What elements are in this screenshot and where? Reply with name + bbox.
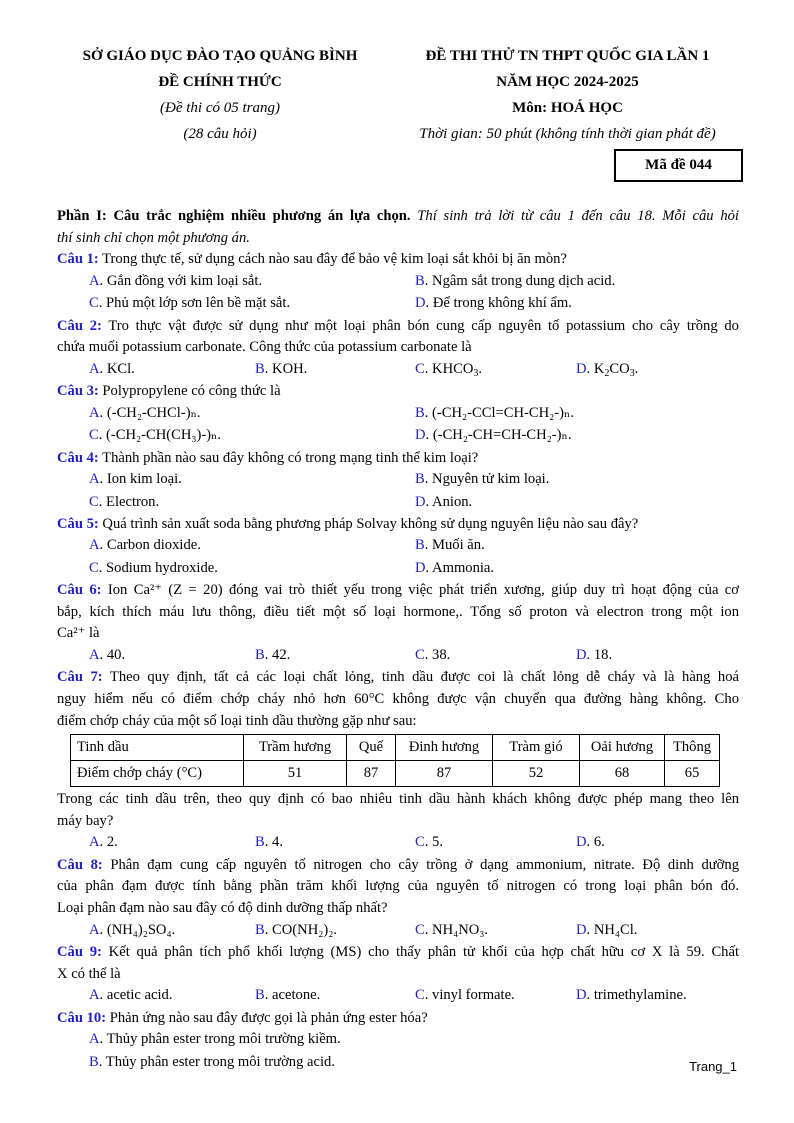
exam-code-box: Mã đề 044 — [614, 149, 743, 182]
table-cell: Trầm hương — [244, 735, 347, 761]
official-label: ĐỀ CHÍNH THỨC — [158, 74, 282, 90]
exam-title: ĐỀ THI THỬ TN THPT QUỐC GIA LẦN 1 — [425, 48, 710, 64]
question-text: Kết quả phân tích phổ khối lượng (MS) cho thấy phân tử khối của hợp chất hữu cơ X là 59. Chất — [108, 943, 739, 960]
question-10 — [57, 1008, 739, 1030]
option-c[interactable]: C. (-CH₂-CH(CH₃)-)ₙ. — [89, 427, 222, 444]
option-b[interactable]: B. Nguyên tử kim loại. — [415, 471, 550, 488]
question-text-cont: Loại phân đạm nào sau đây có độ dinh dưỡng thấp nhất? — [57, 899, 388, 916]
question-text-cont: máy bay? — [57, 812, 114, 829]
options-row — [57, 832, 739, 854]
question-text-cont: Ca²⁺ là — [57, 625, 100, 642]
school-year: NĂM HỌC 2024-2025 — [496, 74, 639, 90]
table-cell: 51 — [244, 761, 347, 787]
option-a[interactable]: A. Carbon dioxide. — [89, 537, 201, 554]
subject-line — [395, 100, 740, 117]
question-text-cont: của phân đạm được tính bằng phần trăm khối lượng của nguyên tố nitrogen có trong loại phân bón đó. — [57, 878, 739, 895]
option-d[interactable]: D. 6. — [576, 834, 605, 851]
question-number: Câu 6: — [57, 582, 102, 599]
question-1 — [57, 249, 739, 271]
option-a[interactable]: A. Thủy phân ester trong môi trường kiềm. — [89, 1031, 341, 1048]
option-a[interactable]: A. 40. — [89, 647, 126, 664]
part1-instruction: Thí sinh trả lời từ câu 1 đến câu 18. Mỗi câu hỏi — [417, 208, 739, 224]
option-b[interactable]: B. CO(NH₂)₂. — [255, 921, 337, 938]
options-row — [57, 293, 739, 315]
question-4 — [57, 448, 739, 470]
option-c[interactable]: C. Sodium hydroxide. — [89, 559, 218, 576]
question-number: Câu 2: — [57, 317, 102, 334]
table-cell: Điểm chớp cháy (°C) — [71, 761, 244, 787]
table-cell: 68 — [580, 761, 665, 787]
question-number: Câu 10: — [57, 1009, 107, 1026]
question-5 — [57, 514, 739, 536]
option-b[interactable]: B. 4. — [255, 834, 283, 851]
options-row — [57, 271, 739, 293]
option-c[interactable]: C. Phủ một lớp sơn lên bề mặt sắt. — [89, 295, 291, 312]
part1-heading — [57, 206, 739, 228]
option-b[interactable]: B. Thủy phân ester trong môi trường acid. — [89, 1053, 335, 1070]
question-number: Câu 3: — [57, 383, 99, 400]
question-text-cont: điểm chớp cháy của một số loại tinh dầu thường gặp như sau: — [57, 712, 417, 729]
part1-instruction-cont: thí sinh chỉ chọn một phương án. — [57, 229, 250, 246]
question-6 — [57, 580, 739, 602]
table-cell: 87 — [347, 761, 396, 787]
question-9 — [57, 942, 739, 964]
subject-name: HOÁ HỌC — [550, 100, 623, 116]
table-cell: Oải hương — [580, 735, 665, 761]
exam-body — [57, 206, 739, 1074]
question-text: Theo quy định, tất cả các loại chất lỏng, tinh dầu được coi là chất lỏng dễ cháy và là hàng hoá — [109, 669, 739, 686]
question-text-cont: nguy hiểm nếu có điểm chớp cháy nhỏ hơn 60°C không được vận chuyển qua đường hàng không. Cho — [57, 691, 739, 708]
option-c[interactable]: C. 5. — [415, 834, 443, 851]
part1-title: Phần I: Câu trắc nghiệm nhiều phương án lựa chọn. — [57, 208, 411, 224]
question-text: Tro thực vật được sử dụng như một loại phân bón cung cấp nguyên tố potassium cho cây trồng do — [108, 317, 739, 334]
table-header-row — [71, 735, 720, 761]
option-b[interactable]: B. Muối ăn. — [415, 537, 485, 554]
question-count: (28 câu hỏi) — [183, 126, 257, 142]
option-b[interactable]: B. KOH. — [255, 360, 308, 377]
question-text: Quá trình sản xuất soda bằng phương pháp Solvay không sử dụng nguyên liệu nào sau đây? — [102, 515, 639, 532]
time-limit: Thời gian: 50 phút (không tính thời gian phát đề) — [419, 126, 716, 142]
option-a[interactable]: A. 2. — [89, 834, 118, 851]
options-row — [57, 359, 739, 381]
options-row — [57, 1029, 739, 1051]
options-row — [57, 645, 739, 667]
option-a[interactable]: A. Ion kim loại. — [89, 471, 182, 488]
option-d[interactable]: D. trimethylamine. — [576, 987, 687, 1004]
question-text: Ion Ca²⁺ (Z = 20) đóng vai trò thiết yếu trong việc phát triển xương, giúp duy trì hoạt động của cơ — [107, 582, 739, 599]
question-number: Câu 1: — [57, 251, 99, 268]
option-d[interactable]: D. 18. — [576, 647, 613, 664]
option-b[interactable]: B. Ngâm sắt trong dung dịch acid. — [415, 272, 616, 289]
options-row — [57, 558, 739, 580]
table-row — [71, 761, 720, 787]
table-cell: Đinh hương — [396, 735, 493, 761]
table-cell: Quế — [347, 735, 396, 761]
table-cell: 87 — [396, 761, 493, 787]
subject-label: Môn: — [512, 100, 551, 116]
options-row — [57, 492, 739, 514]
question-text: Polypropylene có công thức là — [102, 383, 281, 400]
page-footer: Trang_1 — [689, 1059, 737, 1074]
option-d[interactable]: D. Ammonia. — [415, 559, 495, 576]
question-text: Thành phần nào sau đây không có trong mạng tinh thể kim loại? — [102, 449, 479, 466]
option-a[interactable]: A. acetic acid. — [89, 987, 173, 1004]
options-row — [57, 469, 739, 491]
question-text-cont: bắp, kích thích máu lưu thông, điều tiết một số loại hormone,. Tổng số proton và electron trong một ion — [57, 603, 739, 620]
question-number: Câu 8: — [57, 856, 103, 873]
question-text-cont: X có thể là — [57, 965, 121, 982]
question-number: Câu 5: — [57, 515, 99, 532]
option-b[interactable]: B. 42. — [255, 647, 291, 664]
question-text-cont: Trong các tinh dầu trên, theo quy định có bao nhiêu tinh dầu hành khách không được phép mang theo lên — [57, 791, 739, 808]
question-2 — [57, 316, 739, 338]
table-cell: 65 — [665, 761, 720, 787]
table-cell: 52 — [493, 761, 580, 787]
question-number: Câu 4: — [57, 449, 99, 466]
option-c[interactable]: C. Electron. — [89, 493, 160, 510]
option-b[interactable]: B. acetone. — [255, 987, 321, 1004]
options-row — [57, 985, 739, 1007]
question-text: Phân đạm cung cấp nguyên tố nitrogen cho cây trồng ở dạng ammonium, nitrate. Độ dinh dưỡng — [110, 856, 739, 873]
options-row — [57, 920, 739, 942]
option-b[interactable]: B. (-CH₂-CCl=CH-CH₂-)ₙ. — [415, 404, 574, 421]
options-row — [57, 425, 739, 447]
question-number: Câu 9: — [57, 943, 102, 960]
option-c[interactable]: C. vinyl formate. — [415, 987, 515, 1004]
option-a[interactable]: A. (-CH₂-CHCl-)ₙ. — [89, 404, 201, 421]
flash-point-table — [70, 734, 720, 787]
option-a[interactable]: A. (NH₄)₂SO₄. — [89, 921, 176, 938]
option-c[interactable]: C. NH₄NO₃. — [415, 921, 489, 938]
options-row — [57, 403, 739, 425]
question-text-cont: chứa muối potassium carbonate. Công thức của potassium carbonate là — [57, 339, 472, 356]
option-c[interactable]: C. $KHCO_3$. — [415, 360, 483, 379]
option-c[interactable]: C. 38. — [415, 647, 451, 664]
options-row — [57, 535, 739, 557]
table-cell: Thông — [665, 735, 720, 761]
question-number: Câu 7: — [57, 669, 103, 686]
page-count: (Đề thi có 05 trang) — [160, 100, 280, 116]
option-d[interactable]: D. (-CH₂-CH=CH-CH₂-)ₙ. — [415, 427, 572, 444]
question-7 — [57, 667, 739, 689]
options-row — [57, 1052, 739, 1074]
option-d[interactable]: D. Để trong không khí ẩm. — [415, 295, 572, 312]
question-text: Phản ứng nào sau đây được gọi là phản ứng ester hóa? — [109, 1009, 428, 1026]
option-d[interactable]: D. NH₄Cl. — [576, 921, 638, 938]
option-d[interactable]: D. $K_2CO_3$. — [576, 360, 639, 379]
question-text: Trong thực tế, sử dụng cách nào sau đây để bảo vệ kim loại sắt khỏi bị ăn mòn? — [102, 251, 567, 268]
option-d[interactable]: D. Anion. — [415, 493, 473, 510]
question-3 — [57, 381, 739, 403]
option-a[interactable]: A. Gắn đồng với kim loại sắt. — [89, 272, 263, 289]
question-8 — [57, 855, 739, 877]
option-a[interactable]: A. KCl. — [89, 360, 135, 377]
table-cell: Tràm gió — [493, 735, 580, 761]
table-cell: Tinh dầu — [71, 735, 244, 761]
department-name: SỞ GIÁO DỤC ĐÀO TẠO QUẢNG BÌNH — [82, 48, 358, 64]
